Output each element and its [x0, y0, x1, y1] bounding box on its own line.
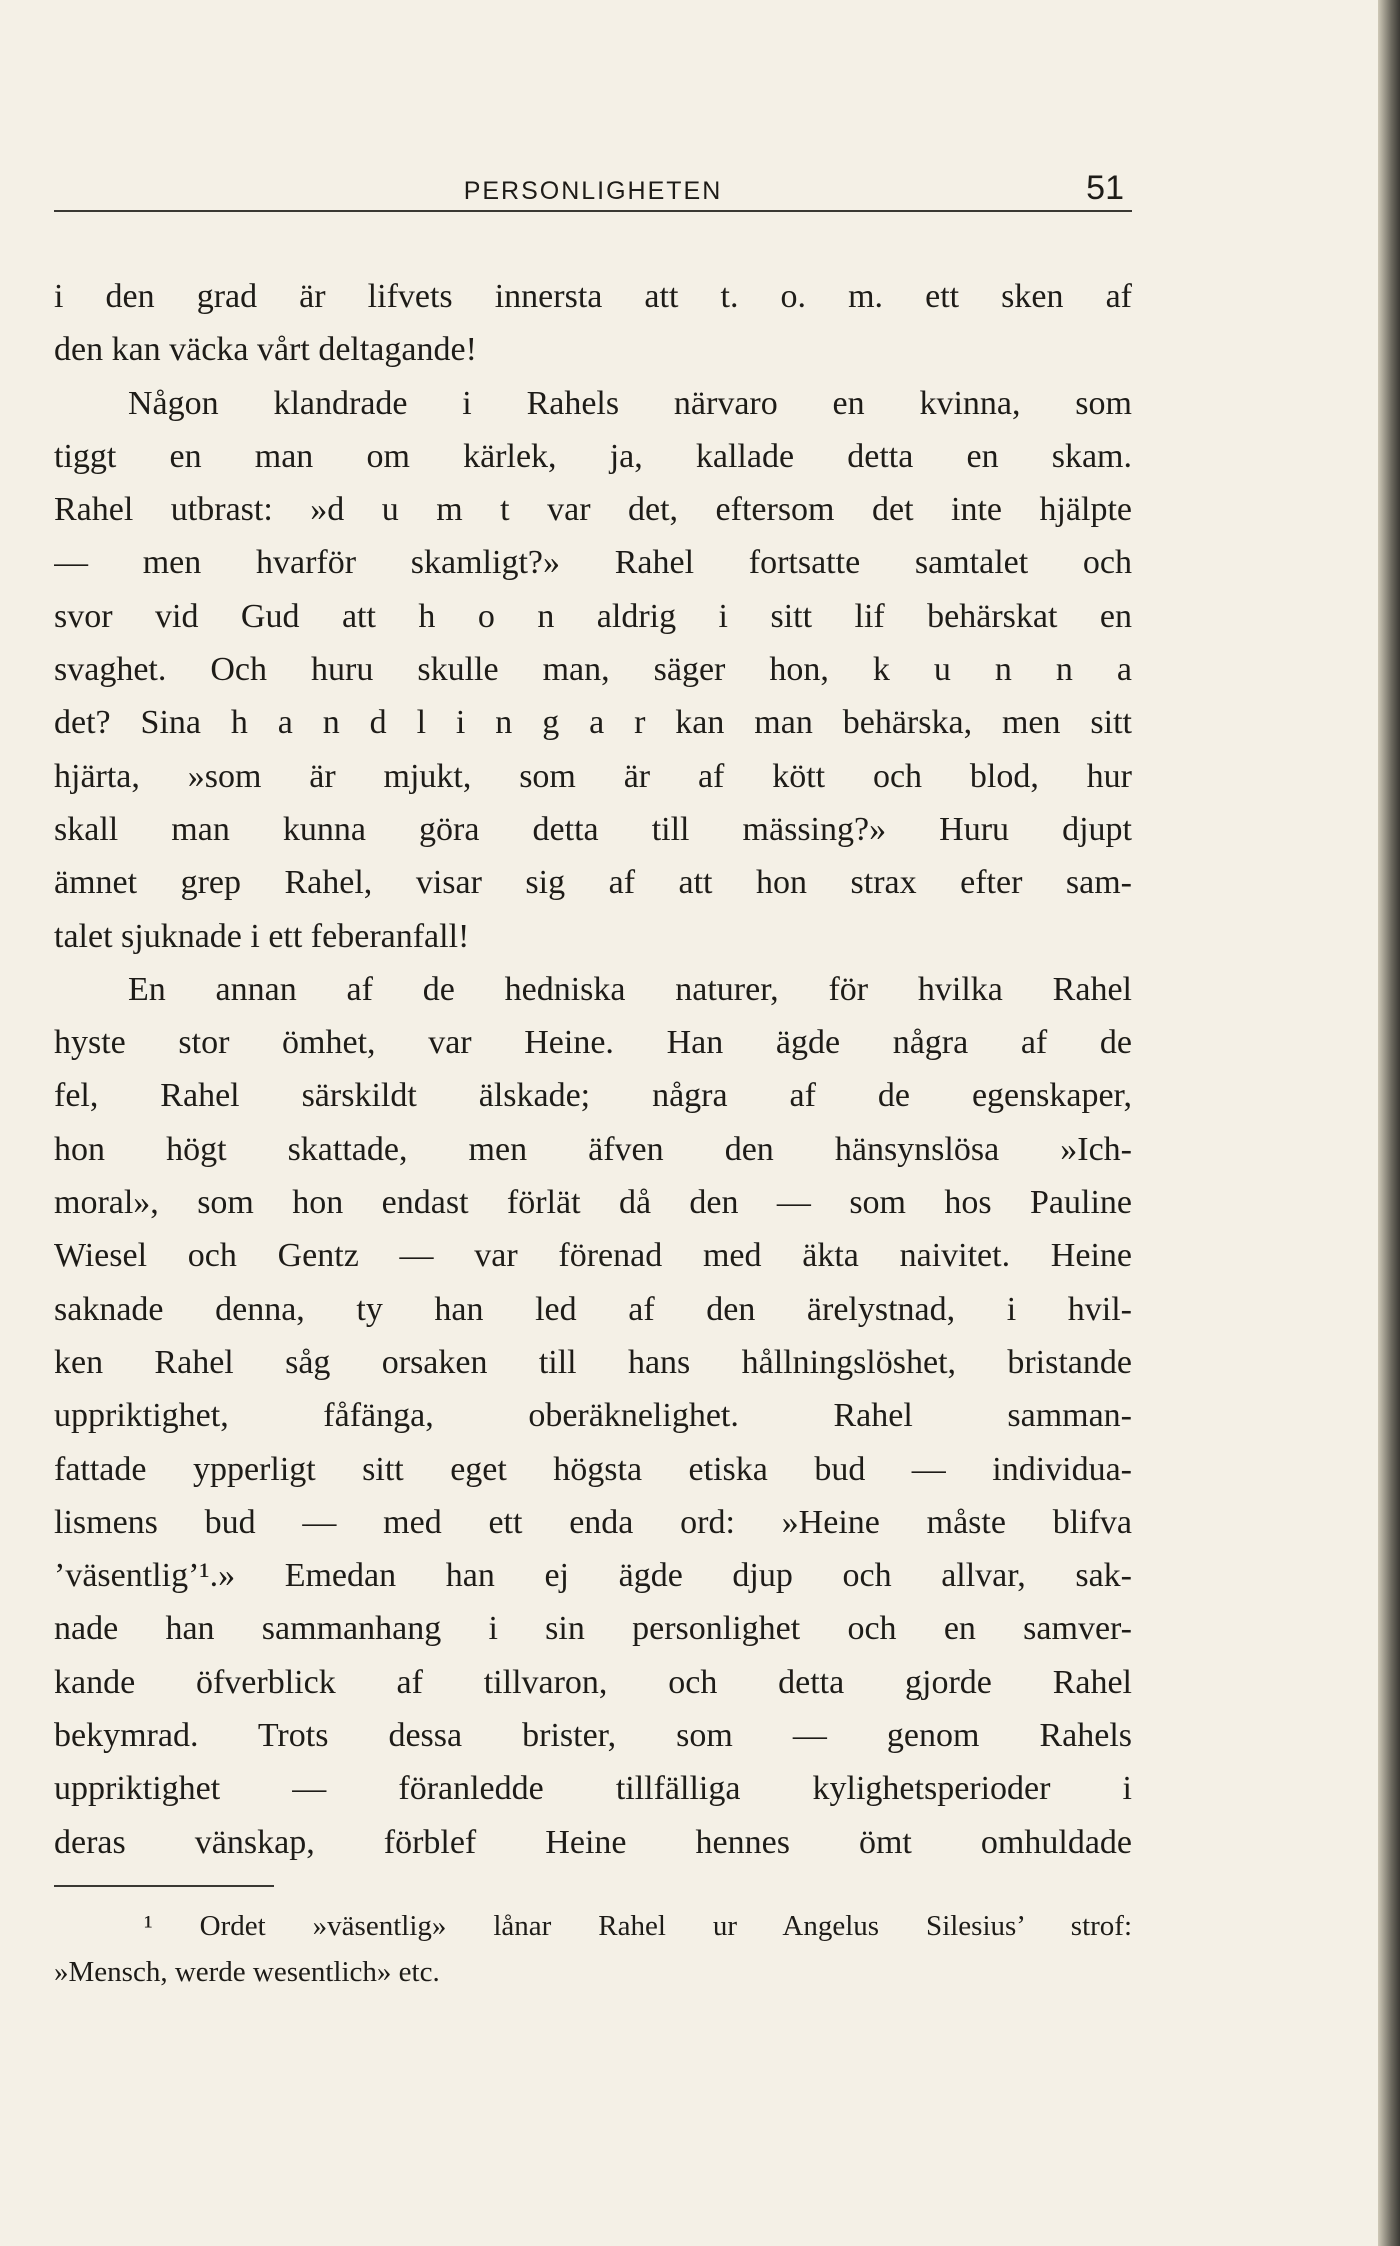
text-line: fattade ypperligt sitt eget högsta etiska bud — individua- [54, 1450, 1132, 1488]
text-line: skall man kunna göra detta till mässing?» Huru djupt [54, 810, 1132, 848]
text-line: saknade denna, ty han led af den ärelystnad, i hvil- [54, 1290, 1132, 1328]
text-line: svaghet. Och huru skulle man, säger hon, k u n n a [54, 651, 1132, 689]
footnote-line: »Mensch, werde wesentlich» etc. [54, 1955, 440, 1988]
page-number: 51 [1086, 169, 1124, 207]
text-line: ken Rahel såg orsaken till hans hållningslöshet, bristande [54, 1343, 1132, 1381]
text-line: talet sjuknade i ett feberanfall! [54, 917, 470, 955]
book-page [54, 160, 1132, 1995]
text-line: ’väsentlig’¹.» Emedan han ej ägde djup och allvar, sak- [54, 1557, 1132, 1595]
running-title: PERSONLIGHETEN [463, 177, 723, 205]
text-line: nade han sammanhang i sin personlighet och en samver- [54, 1610, 1132, 1648]
text-line: kande öfverblick af tillvaron, och detta gjorde Rahel [54, 1663, 1132, 1701]
text-line: den kan väcka vårt deltagande! [54, 331, 477, 369]
text-line: deras vänskap, förblef Heine hennes ömt omhuldade [54, 1823, 1132, 1861]
text-line: lismens bud — med ett enda ord: »Heine måste blifva [54, 1503, 1132, 1541]
text-line: hon högt skattade, men äfven den hänsynslösa »Ich- [54, 1130, 1132, 1168]
text-line: Någon klandrade i Rahels närvaro en kvinna, som [128, 384, 1132, 422]
text-line: ämnet grep Rahel, visar sig af att hon strax efter sam- [54, 864, 1132, 902]
text-line: Rahel utbrast: »d u m t var det, eftersom det inte hjälpte [54, 491, 1132, 529]
text-line: bekymrad. Trots dessa brister, som — genom Rahels [54, 1717, 1132, 1755]
text-line: uppriktighet — föranledde tillfälliga kylighetsperioder i [54, 1770, 1132, 1808]
body-text [54, 270, 1132, 1869]
text-line: — men hvarför skamligt?» Rahel fortsatte samtalet och [54, 544, 1132, 582]
text-line: Wiesel och Gentz — var förenad med äkta naivitet. Heine [54, 1237, 1132, 1275]
text-line: moral», som hon endast förlät då den — som hos Pauline [54, 1184, 1132, 1222]
page-edge-shadow [1378, 0, 1400, 2246]
text-line: tiggt en man om kärlek, ja, kallade detta en skam. [54, 437, 1132, 475]
text-line: det? Sina h a n d l i n g a r kan man behärska, men sitt [54, 704, 1132, 742]
running-head [54, 160, 1132, 212]
text-line: En annan af de hedniska naturer, för hvilka Rahel [128, 970, 1132, 1008]
footnote-divider [54, 1885, 274, 1887]
footnotes [54, 1903, 1132, 1995]
footnote-line: ¹ Ordet »väsentlig» lånar Rahel ur Angelus Silesius’ strof: [144, 1909, 1132, 1942]
text-line: i den grad är lifvets innersta att t. o. m. ett sken af [54, 278, 1132, 315]
text-line: svor vid Gud att h o n aldrig i sitt lif behärskat en [54, 597, 1132, 635]
text-line: uppriktighet, fåfänga, oberäknelighet. Rahel samman- [54, 1397, 1132, 1435]
text-line: fel, Rahel särskildt älskade; några af de egenskaper, [54, 1077, 1132, 1115]
text-line: hyste stor ömhet, var Heine. Han ägde några af de [54, 1024, 1132, 1062]
text-line: hjärta, »som är mjukt, som är af kött och blod, hur [54, 757, 1132, 795]
